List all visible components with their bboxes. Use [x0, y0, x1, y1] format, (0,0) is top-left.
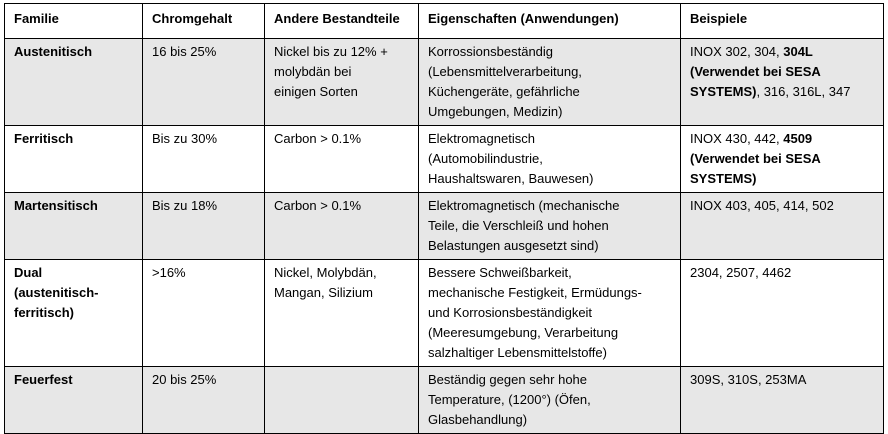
eigenschaften-cell	[419, 39, 681, 126]
beispiele-highlight: (Verwendet bei SESA	[690, 151, 821, 166]
table-row	[5, 126, 884, 193]
familie-line: Austenitisch	[14, 44, 93, 59]
bestandteile-line: Nickel bis zu 12% +	[274, 44, 388, 59]
beispiele-text: INOX 430, 442,	[690, 131, 784, 146]
beispiele-cell	[681, 260, 884, 367]
bestandteile-line: einigen Sorten	[274, 84, 358, 99]
chromgehalt-cell: >16%	[143, 260, 265, 367]
eigenschaften-line: Belastungen ausgesetzt sind)	[428, 238, 599, 253]
eigenschaften-line: Temperature, (1200°) (Öfen,	[428, 392, 591, 407]
beispiele-cell	[681, 39, 884, 126]
beispiele-cell	[681, 367, 884, 434]
familie-cell	[5, 260, 143, 367]
beispiele-highlight: (Verwendet bei SESA	[690, 64, 821, 79]
familie-line: Feuerfest	[14, 372, 73, 387]
eigenschaften-line: Küchengeräte, gefährliche	[428, 84, 580, 99]
familie-line: Dual	[14, 265, 43, 280]
beispiele-text: INOX 302, 304,	[690, 44, 784, 59]
eigenschaften-line: salzhaltiger Lebensmittelstoffe)	[428, 345, 607, 360]
header-beispiele: Beispiele	[681, 4, 884, 39]
eigenschaften-line: mechanische Festigkeit, Ermüdungs-	[428, 285, 642, 300]
eigenschaften-line: (Meeresumgebung, Verarbeitung	[428, 325, 619, 340]
beispiele-line	[690, 169, 875, 189]
eigenschaften-line: Beständig gegen sehr hohe	[428, 372, 588, 387]
table-row	[5, 260, 884, 367]
chromgehalt-cell: Bis zu 18%	[143, 193, 265, 260]
bestandteile-cell	[265, 126, 419, 193]
eigenschaften-line: Korrossionsbeständig	[428, 44, 554, 59]
familie-line: Ferritisch	[14, 131, 74, 146]
bestandteile-cell	[265, 39, 419, 126]
eigenschaften-line: Glasbehandlung)	[428, 412, 528, 427]
eigenschaften-line: und Korrosionsbeständigkeit	[428, 305, 593, 320]
beispiele-highlight: 304L	[783, 44, 813, 59]
eigenschaften-line: Haushaltswaren, Bauwesen)	[428, 171, 594, 186]
chromgehalt-cell: 16 bis 25%	[143, 39, 265, 126]
beispiele-line	[690, 129, 875, 149]
beispiele-cell	[681, 126, 884, 193]
beispiele-line: 2304, 2507, 4462	[690, 265, 792, 280]
header-row	[5, 4, 884, 39]
eigenschaften-cell	[419, 260, 681, 367]
bestandteile-line: Carbon > 0.1%	[274, 131, 362, 146]
beispiele-text: , 316, 316L, 347	[756, 84, 851, 99]
beispiele-line	[690, 42, 875, 62]
header-eigenschaften: Eigenschaften (Anwendungen)	[419, 4, 681, 39]
beispiele-line	[690, 149, 875, 169]
eigenschaften-line: Teile, die Verschleiß und hohen	[428, 218, 609, 233]
stainless-steel-table	[4, 3, 884, 434]
table-row	[5, 367, 884, 434]
eigenschaften-cell	[419, 367, 681, 434]
table-header	[5, 4, 884, 39]
familie-cell	[5, 367, 143, 434]
chromgehalt-cell: Bis zu 30%	[143, 126, 265, 193]
chromgehalt-cell: 20 bis 25%	[143, 367, 265, 434]
beispiele-highlight: 4509	[783, 131, 813, 146]
bestandteile-line: Carbon > 0.1%	[274, 198, 362, 213]
familie-cell	[5, 39, 143, 126]
beispiele-highlight: SYSTEMS)	[690, 84, 757, 99]
header-bestandteile: Andere Bestandteile	[265, 4, 419, 39]
eigenschaften-line: (Automobilindustrie,	[428, 151, 543, 166]
beispiele-line	[690, 82, 875, 102]
eigenschaften-line: Elektromagnetisch (mechanische	[428, 198, 620, 213]
familie-cell	[5, 193, 143, 260]
beispiele-line: 309S, 310S, 253MA	[690, 372, 807, 387]
beispiele-line	[690, 62, 875, 82]
bestandteile-line: Mangan, Silizium	[274, 285, 373, 300]
familie-cell	[5, 126, 143, 193]
beispiele-cell	[681, 193, 884, 260]
bestandteile-cell	[265, 367, 419, 434]
eigenschaften-line: (Lebensmittelverarbeitung,	[428, 64, 582, 79]
bestandteile-line: molybdän bei	[274, 64, 352, 79]
eigenschaften-cell	[419, 126, 681, 193]
eigenschaften-cell	[419, 193, 681, 260]
beispiele-highlight: SYSTEMS)	[690, 171, 757, 186]
familie-line: (austenitisch-	[14, 285, 99, 300]
header-familie: Familie	[5, 4, 143, 39]
eigenschaften-line: Bessere Schweißbarkeit,	[428, 265, 572, 280]
beispiele-line: INOX 403, 405, 414, 502	[690, 198, 834, 213]
bestandteile-cell	[265, 193, 419, 260]
bestandteile-line: Nickel, Molybdän,	[274, 265, 377, 280]
header-chromgehalt: Chromgehalt	[143, 4, 265, 39]
eigenschaften-line: Elektromagnetisch	[428, 131, 535, 146]
table-row	[5, 39, 884, 126]
bestandteile-cell	[265, 260, 419, 367]
eigenschaften-line: Umgebungen, Medizin)	[428, 104, 563, 119]
table-row	[5, 193, 884, 260]
familie-line: ferritisch)	[14, 305, 74, 320]
familie-line: Martensitisch	[14, 198, 98, 213]
